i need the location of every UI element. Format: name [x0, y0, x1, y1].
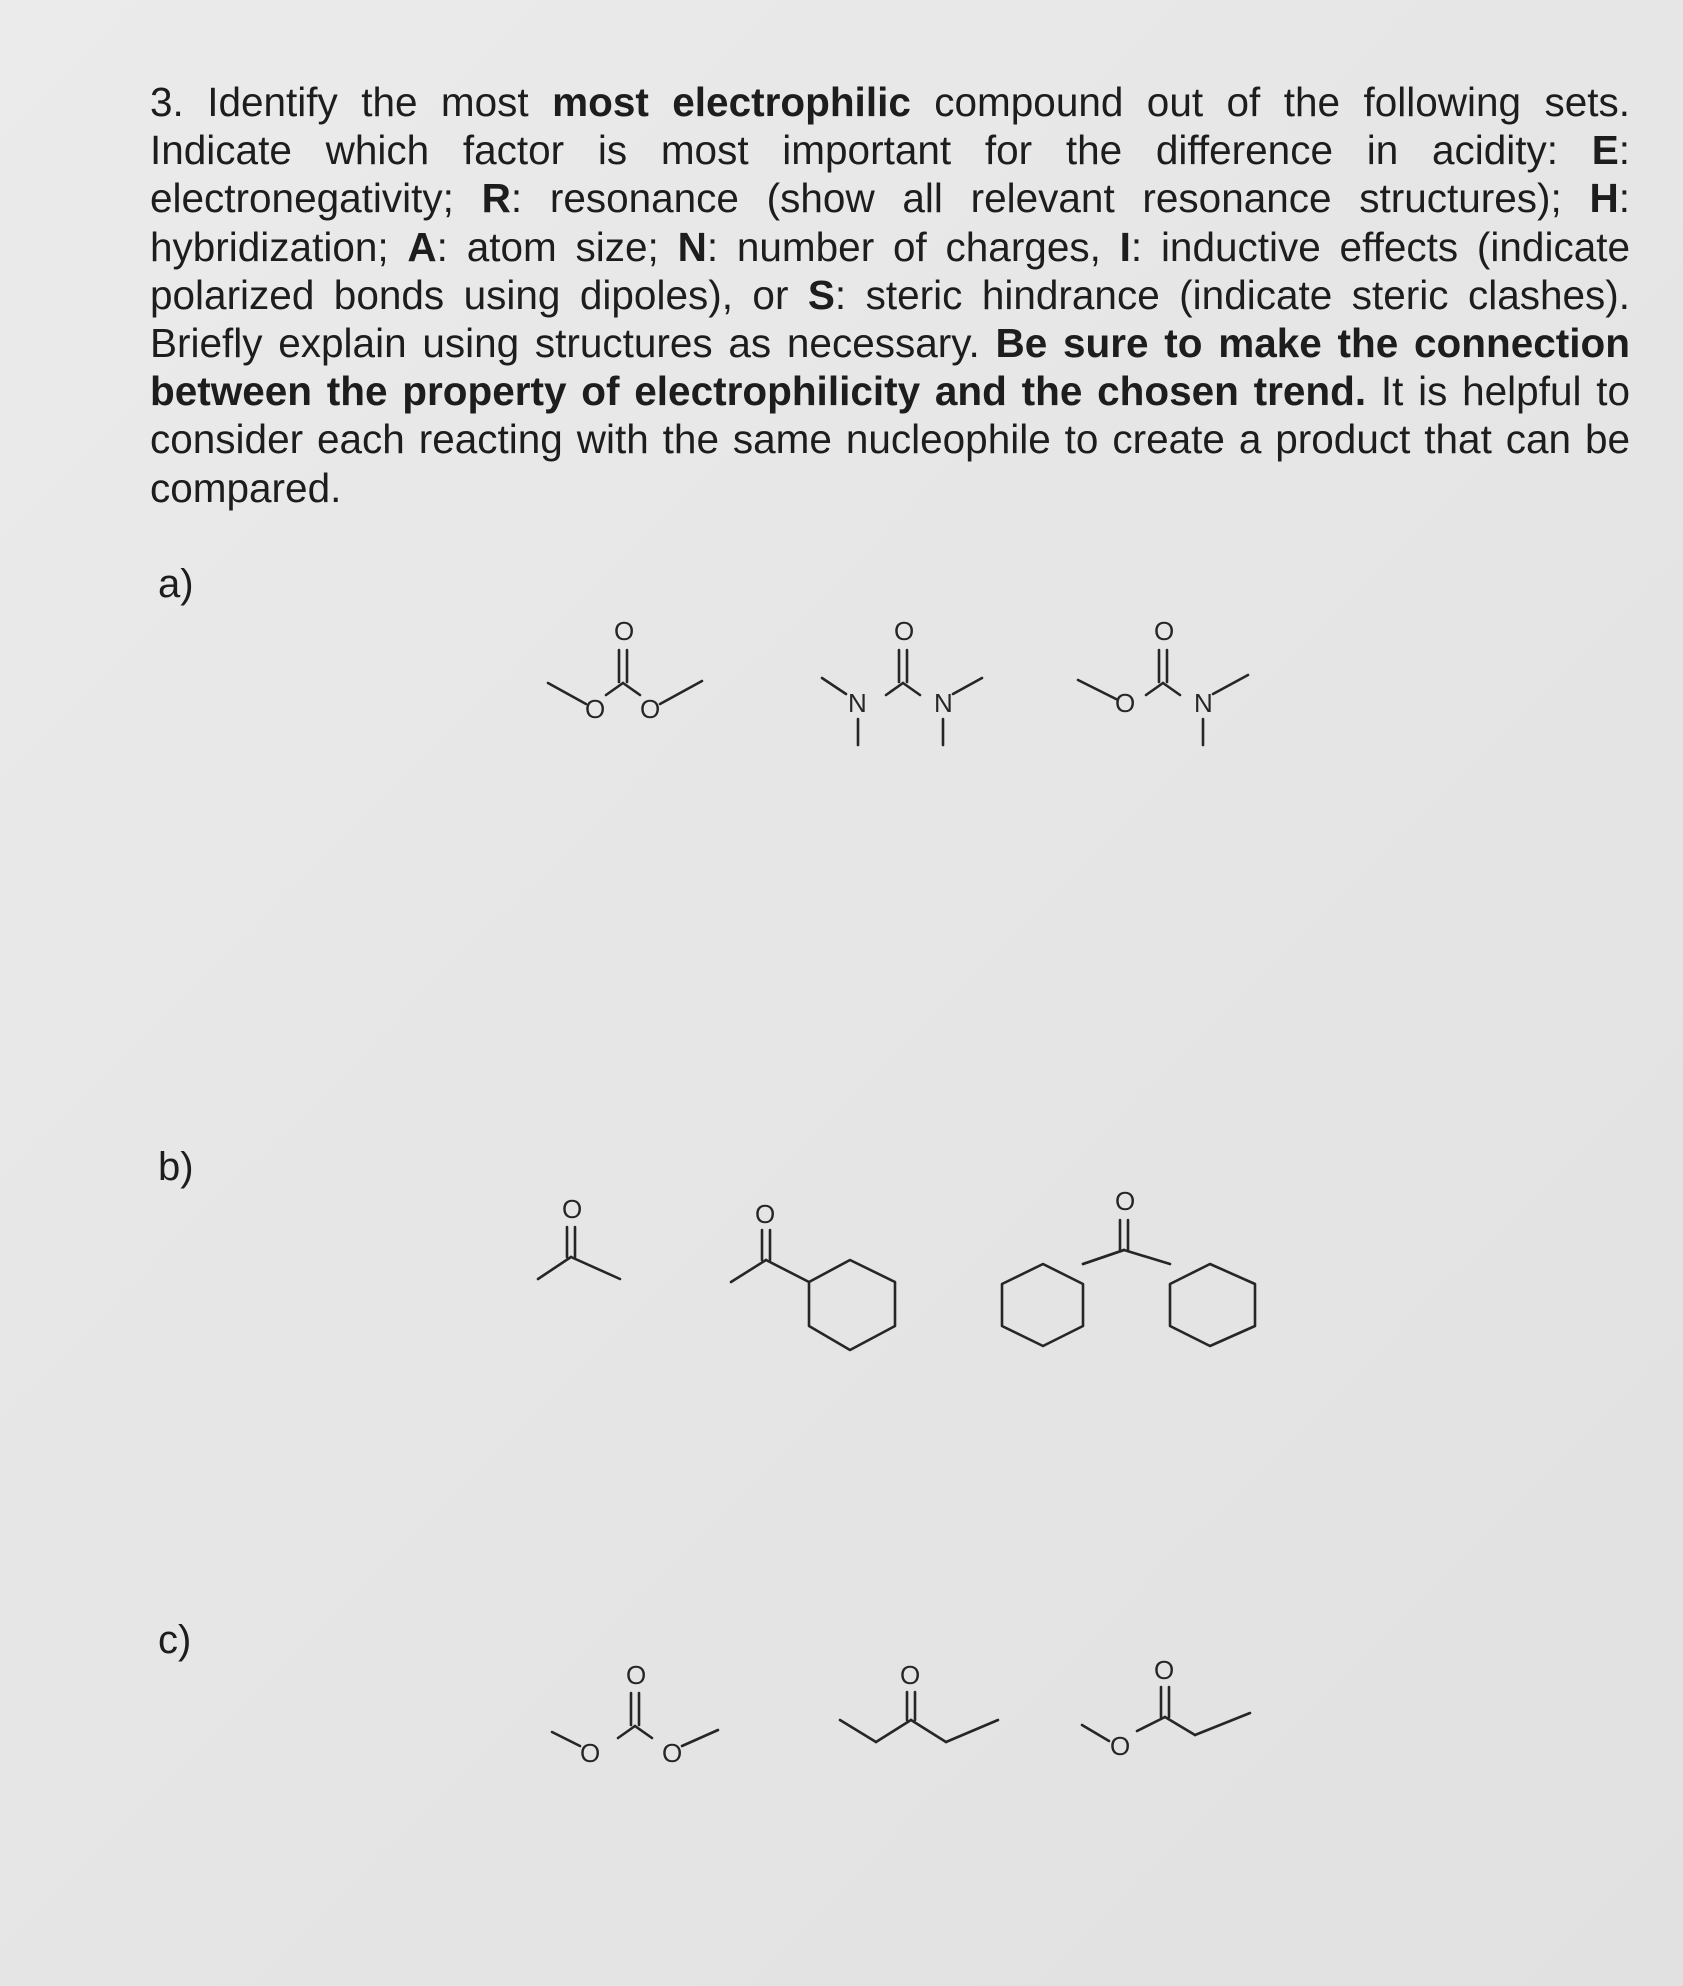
svg-text:O: O: [640, 694, 661, 724]
molecule-a2-tetramethylurea: [810, 605, 1000, 755]
molecule-c3-methyl-propanoate: [1075, 1645, 1255, 1765]
svg-text:O: O: [1110, 1731, 1131, 1761]
molecule-b3-dicyclohexyl-ketone: [1000, 1180, 1270, 1350]
question-text: 3. Identify the most most electrophilic compound out of the following sets. Indicate which factor is most important for the difference in acidity: E: electronegativity; R: resonance (show all relevant resonance structures); H: hybridization; A: atom size; N: number of charges, I: inductive effects (indicate polarized bonds using dipoles), or S: steric hindrance (indicate steric clashes). Briefly explain using structures as necessary. Be sure to make the connection between the property of electrophilicity and the chosen trend. It is helpful to consider each reacting with the same nucleophile to create a product that can be compared.: [150, 79, 1631, 511]
svg-text:O: O: [1115, 688, 1136, 718]
svg-text:O: O: [562, 1194, 583, 1224]
svg-text:N: N: [848, 688, 867, 718]
part-c-label: c): [158, 1618, 192, 1662]
molecule-c1-dimethyl-carbonate: [540, 1650, 730, 1780]
svg-text:O: O: [900, 1660, 921, 1690]
svg-text:N: N: [934, 688, 953, 718]
svg-text:O: O: [626, 1660, 647, 1690]
svg-text:O: O: [580, 1738, 601, 1768]
svg-text:O: O: [1154, 1655, 1175, 1685]
molecule-b1-acetone: [530, 1185, 630, 1295]
svg-text:O: O: [1115, 1186, 1136, 1216]
part-a-label: a): [158, 562, 194, 606]
svg-text:N: N: [1194, 688, 1213, 718]
molecule-c2-3-pentanone: [830, 1650, 1010, 1760]
part-b-label: b): [158, 1145, 194, 1189]
svg-text:O: O: [614, 616, 635, 646]
svg-text:O: O: [755, 1199, 776, 1229]
svg-text:O: O: [585, 694, 606, 724]
molecule-a1-dimethyl-carbonate: [530, 605, 720, 735]
svg-text:O: O: [1154, 616, 1175, 646]
molecule-b2-cyclohexyl-methyl-ketone: [725, 1190, 915, 1370]
svg-text:O: O: [894, 616, 915, 646]
molecule-a3-methyl-carbamate: [1070, 605, 1260, 755]
svg-text:O: O: [662, 1738, 683, 1768]
